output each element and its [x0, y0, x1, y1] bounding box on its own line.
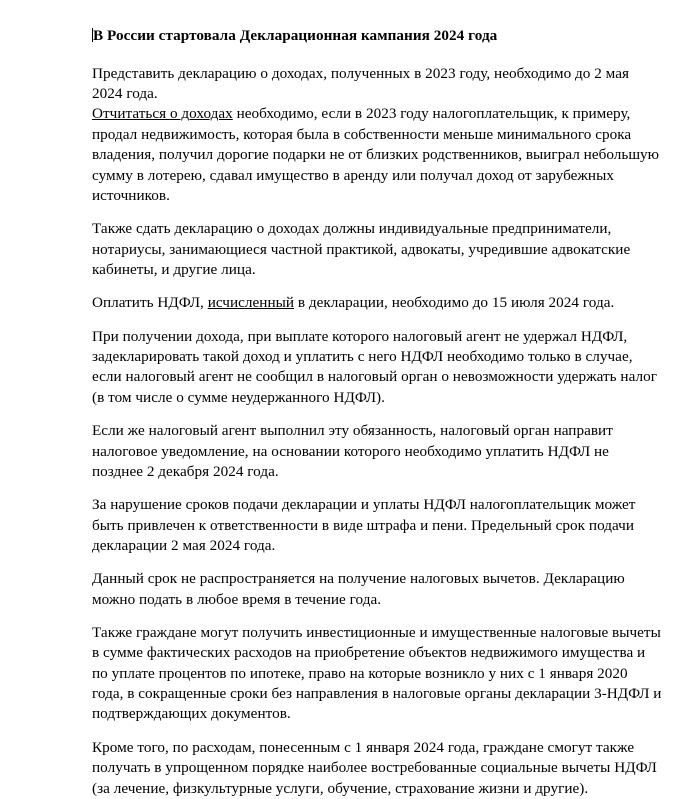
paragraph-text: необходимо, если в 2023 году налогоплательщик, к примеру, продал недвижимость, которая была в собственности меньше минимального срока владения, получил дорогие подарки не от близких родственников, выиграл небольшую сумму в лотерею, сдавал имущество в аренду или получал доход от зарубежных источников.: [92, 105, 660, 204]
paragraph: [92, 219, 662, 280]
paragraph-text: в декларации, необходимо до 15 июля 2024 года.: [294, 294, 615, 312]
paragraph-text: Если же налоговый агент выполнил эту обязанность, налоговый орган направит налоговое уведомление, на основании которого необходимо уплатить НДФЛ не позднее 2 декабря 2024 года.: [92, 422, 613, 480]
paragraph-text: За нарушение сроков подачи декларации и уплаты НДФЛ налогоплательщик может быть привлечен к ответственности в виде штрафа и пени. Предельный срок подачи декларации 2 мая 2024 года.: [92, 496, 636, 554]
paragraph: [92, 327, 662, 408]
paragraph-text: Данный срок не распространяется на получение налоговых вычетов. Декларацию можно подать в любое время в течение года.: [92, 570, 625, 608]
paragraph: [92, 623, 662, 725]
paragraph-text: Представить декларацию о доходах, полученных в 2023 году, необходимо до 2 мая 2024 года.: [92, 64, 630, 103]
paragraph: [92, 738, 662, 799]
paragraph-text: Кроме того, по расходам, понесенным с 1 января 2024 года, граждане смогут также получать в упрощенном порядке наиболее востребованные социальные вычеты НДФЛ (за лечение, физкультурные услуги, обучение, страхование жизни и другие).: [92, 738, 657, 797]
paragraph: [92, 104, 662, 206]
paragraph: [92, 569, 662, 610]
paragraph: [92, 64, 662, 105]
paragraph: [92, 421, 662, 482]
page-title-text: В России стартовала Декларационная кампания 2024 года: [93, 27, 498, 44]
paragraph-text: Также сдать декларацию о доходах должны индивидуальные предприниматели, нотариусы, занимающиеся частной практикой, адвокаты, учредившие адвокатские кабинеты, и другие лица.: [92, 220, 631, 278]
paragraph-text: Оплатить НДФЛ,: [92, 294, 208, 312]
paragraph-text: При получении дохода, при выплате которого налоговый агент не удержал НДФЛ, задекларировать такой доход и уплатить с него НДФЛ необходимо только в случае, если налоговый агент не сообщил в налоговый орган о невозможности удержать налог (в том числе о сумме неудержанного НДФЛ).: [92, 327, 657, 406]
document-body: [92, 64, 662, 799]
page-title: [92, 26, 662, 46]
paragraph: [92, 293, 662, 313]
paragraph-text: Также граждане могут получить инвестиционные и имущественные налоговые вычеты в сумме фактических расходов на приобретение объектов недвижимого имущества и по уплате процентов по ипотеке, право на которые возникло у них с 1 января 2020 года, в сокращенные сроки без направления в налоговые органы декларации 3-НДФЛ и подтверждающих документов.: [92, 624, 662, 723]
underlined-text: Отчитаться о доходах: [92, 105, 233, 123]
underlined-text: исчисленный: [207, 294, 294, 312]
paragraph: [92, 495, 662, 556]
